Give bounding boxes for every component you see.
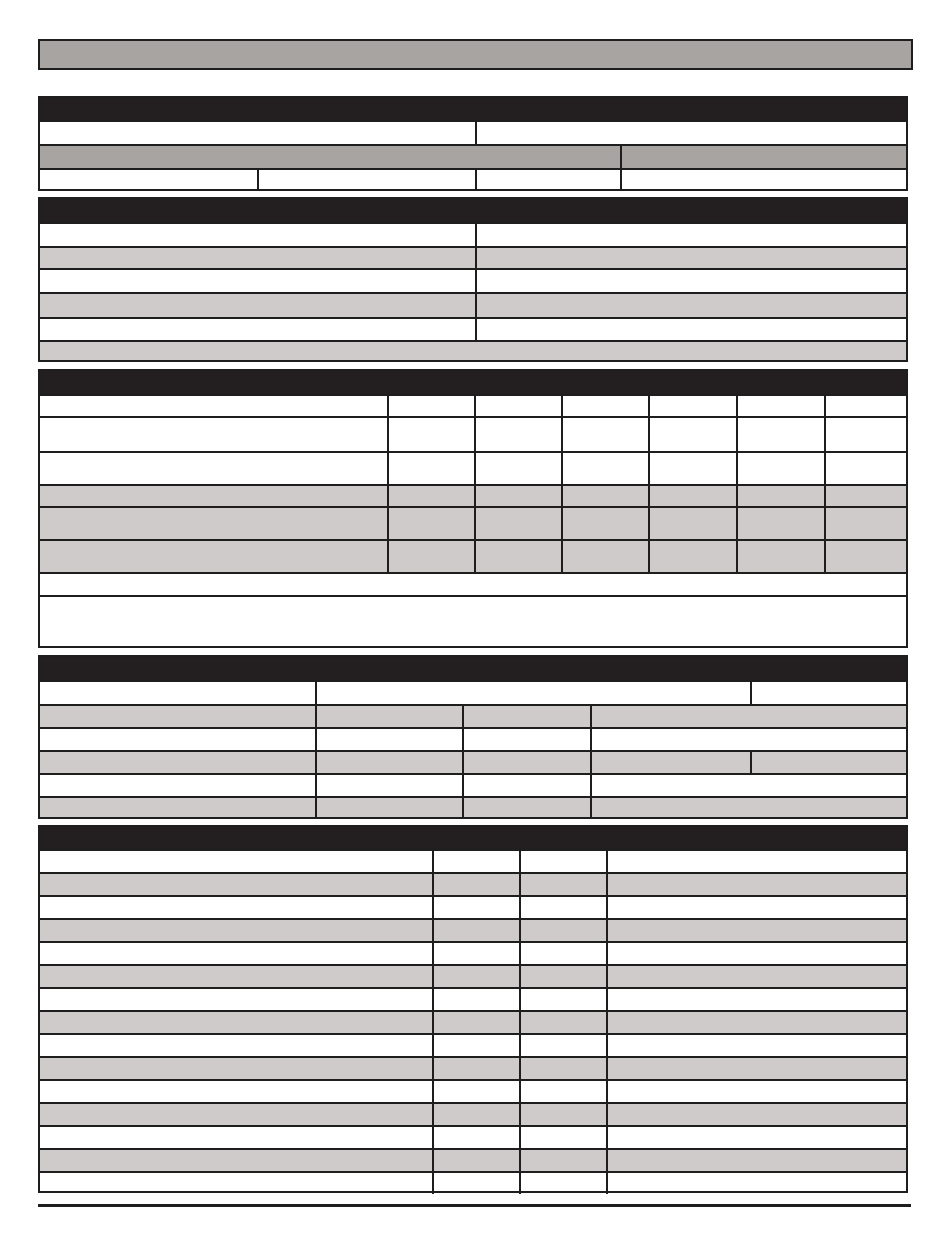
field-cell[interactable] <box>519 1127 521 1148</box>
field-cell[interactable] <box>750 752 752 773</box>
field-cell[interactable] <box>519 1012 521 1033</box>
field-cell[interactable] <box>519 943 521 964</box>
section-2-row <box>40 222 906 246</box>
field-cell[interactable] <box>432 1104 434 1125</box>
table-row <box>40 1102 906 1125</box>
section-1 <box>38 96 908 191</box>
field-cell[interactable] <box>387 508 389 539</box>
table-row <box>40 918 906 941</box>
field-cell[interactable] <box>432 943 434 964</box>
table-row <box>40 1079 906 1102</box>
section-3-header <box>40 371 906 394</box>
field-cell[interactable] <box>387 396 389 416</box>
field-cell[interactable] <box>519 851 521 872</box>
section-4-row <box>40 727 906 750</box>
field-cell[interactable] <box>475 319 477 340</box>
field-cell[interactable] <box>606 1127 608 1148</box>
field-cell[interactable] <box>606 1173 608 1194</box>
field-cell[interactable] <box>315 798 317 817</box>
section-3-row[interactable] <box>40 572 906 595</box>
field-cell[interactable] <box>561 418 563 451</box>
section-3-row <box>40 394 906 416</box>
field-cell[interactable] <box>519 1104 521 1125</box>
field-cell[interactable] <box>561 396 563 416</box>
field-cell[interactable] <box>648 418 650 451</box>
field-cell[interactable] <box>519 966 521 987</box>
field-cell[interactable] <box>648 453 650 484</box>
field-cell[interactable] <box>824 541 826 572</box>
field-cell[interactable] <box>432 1012 434 1033</box>
section-4-row <box>40 704 906 727</box>
field-cell[interactable] <box>432 851 434 872</box>
field-cell[interactable] <box>387 486 389 506</box>
field-cell[interactable] <box>736 541 738 572</box>
section-4-row <box>40 796 906 817</box>
field-cell[interactable] <box>824 396 826 416</box>
field-cell[interactable] <box>475 294 477 317</box>
section-4-row <box>40 750 906 773</box>
field-cell[interactable] <box>736 396 738 416</box>
field-cell[interactable] <box>736 418 738 451</box>
section-1-row <box>40 144 906 168</box>
section-3-row <box>40 451 906 484</box>
field-cell[interactable] <box>315 682 317 704</box>
bottom-rule <box>38 1204 911 1207</box>
field-cell[interactable] <box>315 729 317 750</box>
section-1-row <box>40 168 906 189</box>
section-2-row <box>40 246 906 268</box>
field-cell[interactable] <box>474 453 476 484</box>
field-cell[interactable] <box>824 486 826 506</box>
table-row <box>40 941 906 964</box>
field-cell[interactable] <box>474 396 476 416</box>
section-4 <box>38 655 908 819</box>
table-row <box>40 895 906 918</box>
field-cell[interactable] <box>736 486 738 506</box>
section-3-row <box>40 484 906 506</box>
field-cell[interactable] <box>474 541 476 572</box>
field-cell[interactable] <box>432 897 434 918</box>
field-cell[interactable] <box>590 706 592 727</box>
field-cell[interactable] <box>519 1173 521 1194</box>
field-cell[interactable] <box>590 729 592 750</box>
field-cell[interactable] <box>620 146 622 168</box>
field-cell[interactable] <box>519 897 521 918</box>
field-cell[interactable] <box>736 453 738 484</box>
table-row <box>40 1171 906 1194</box>
field-cell[interactable] <box>475 270 477 292</box>
field-cell[interactable] <box>561 486 563 506</box>
field-cell[interactable] <box>590 798 592 817</box>
section-4-row <box>40 680 906 704</box>
field-cell[interactable] <box>462 752 464 773</box>
field-cell[interactable] <box>606 1150 608 1171</box>
field-cell[interactable] <box>432 874 434 895</box>
field-cell[interactable] <box>315 706 317 727</box>
field-cell[interactable] <box>462 798 464 817</box>
field-cell[interactable] <box>750 682 752 704</box>
field-cell[interactable] <box>620 170 622 189</box>
field-cell[interactable] <box>606 1058 608 1079</box>
field-cell[interactable] <box>432 1081 434 1102</box>
field-cell[interactable] <box>606 1012 608 1033</box>
section-2-row <box>40 292 906 317</box>
field-cell[interactable] <box>736 508 738 539</box>
field-cell[interactable] <box>475 122 477 144</box>
section-2-row <box>40 317 906 340</box>
field-cell[interactable] <box>387 418 389 451</box>
field-cell[interactable] <box>824 453 826 484</box>
section-2-row <box>40 340 906 360</box>
field-cell[interactable] <box>432 1035 434 1056</box>
section-2-row <box>40 268 906 292</box>
section-3-row <box>40 539 906 572</box>
field-cell[interactable] <box>475 170 477 189</box>
field-cell[interactable] <box>387 541 389 572</box>
field-cell[interactable] <box>824 508 826 539</box>
table-row <box>40 987 906 1010</box>
field-cell[interactable] <box>606 1081 608 1102</box>
field-cell[interactable] <box>606 943 608 964</box>
table-row <box>40 1148 906 1171</box>
field-cell[interactable] <box>606 989 608 1010</box>
section-4-row <box>40 773 906 796</box>
field-cell[interactable] <box>648 396 650 416</box>
field-cell[interactable] <box>519 1035 521 1056</box>
section-2-header <box>40 199 906 222</box>
field-cell[interactable] <box>462 706 464 727</box>
table-row <box>40 1033 906 1056</box>
field-cell[interactable] <box>606 851 608 872</box>
section-5 <box>38 825 908 1193</box>
field-cell[interactable] <box>519 874 521 895</box>
field-cell[interactable] <box>606 874 608 895</box>
field-cell[interactable] <box>648 541 650 572</box>
field-cell[interactable] <box>561 508 563 539</box>
field-cell[interactable] <box>590 775 592 796</box>
section-5-header <box>40 827 906 849</box>
field-cell[interactable] <box>462 729 464 750</box>
table-row <box>40 1056 906 1079</box>
field-cell[interactable] <box>606 1035 608 1056</box>
field-cell[interactable] <box>474 418 476 451</box>
field-cell[interactable] <box>519 1081 521 1102</box>
field-cell[interactable] <box>519 920 521 941</box>
table-row <box>40 1125 906 1148</box>
field-cell[interactable] <box>648 508 650 539</box>
field-cell[interactable] <box>606 1104 608 1125</box>
field-cell[interactable] <box>474 508 476 539</box>
field-cell[interactable] <box>561 541 563 572</box>
section-3-row <box>40 506 906 539</box>
field-cell[interactable] <box>606 920 608 941</box>
section-1-header <box>40 98 906 120</box>
field-cell[interactable] <box>432 920 434 941</box>
field-cell[interactable] <box>648 486 650 506</box>
field-cell[interactable] <box>519 989 521 1010</box>
field-cell[interactable] <box>315 775 317 796</box>
section-3 <box>38 369 908 648</box>
table-row <box>40 1010 906 1033</box>
table-row <box>40 964 906 987</box>
field-cell[interactable] <box>561 453 563 484</box>
field-cell[interactable] <box>387 453 389 484</box>
field-cell[interactable] <box>432 1058 434 1079</box>
field-cell[interactable] <box>475 248 477 268</box>
field-cell[interactable] <box>315 752 317 773</box>
section-1-row <box>40 120 906 144</box>
section-2 <box>38 197 908 362</box>
field-cell[interactable] <box>432 1127 434 1148</box>
field-cell[interactable] <box>432 1173 434 1194</box>
field-cell[interactable] <box>475 224 477 246</box>
field-cell[interactable] <box>432 966 434 987</box>
section-4-header <box>40 657 906 680</box>
field-cell[interactable] <box>606 897 608 918</box>
field-cell[interactable] <box>474 486 476 506</box>
field-cell[interactable] <box>824 418 826 451</box>
field-cell[interactable] <box>257 170 259 189</box>
table-row <box>40 849 906 872</box>
field-cell[interactable] <box>519 1058 521 1079</box>
section-3-notes[interactable] <box>40 595 906 646</box>
field-cell[interactable] <box>519 1150 521 1171</box>
field-cell[interactable] <box>590 752 592 773</box>
field-cell[interactable] <box>606 966 608 987</box>
field-cell[interactable] <box>432 989 434 1010</box>
table-row <box>40 872 906 895</box>
field-cell[interactable] <box>462 775 464 796</box>
section-3-row <box>40 416 906 451</box>
form-title-bar <box>38 39 913 70</box>
field-cell[interactable] <box>432 1150 434 1171</box>
